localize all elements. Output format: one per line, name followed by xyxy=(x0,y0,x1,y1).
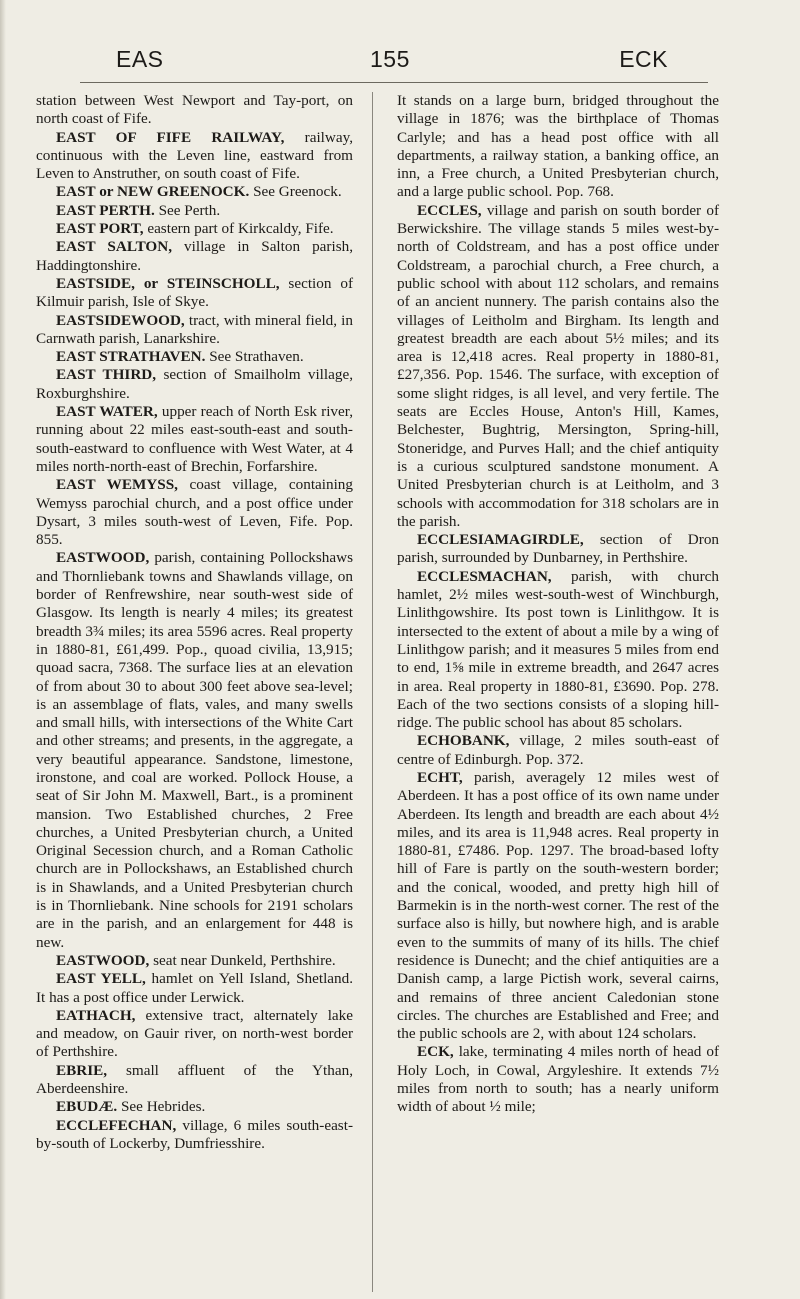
gazetteer-entry xyxy=(36,952,353,970)
gazetteer-entry xyxy=(36,129,353,184)
entry-text: section of Kilmuir parish, Isle of Skye. xyxy=(36,274,354,311)
entry-text: village and parish on south border of Berwickshire. The village stands 5 miles west-by-north of Coldstream, and has a post office under Coldstream, a parochial church, a Free church, a public school with about 112 scholars, and remains of an ancient nunnery. The parish contains also the villages of Leitholm and Birgham. Its length and greatest breadth are each about 5½ miles; and its area is 12,418 acres. Real property in 1880-81, £27,356. Pop. 1546. The surface, with exception of some slight ridges, is all level, and very fertile. The seats are Eccles House, Anton's Hill, Kames, Belchester, Bughtrig, Mersington, Spring-hill, Stoneridge, and Purves Hall; and the chief antiquity is a curious sculptured sandstone monument. A United Presbyterian church is at Leitholm, and 3 schools with accommodation for 318 scholars are in the parish. xyxy=(397,201,720,530)
header-rule xyxy=(80,82,708,83)
gazetteer-entry xyxy=(36,238,353,275)
entry-headword: EAST THIRD, xyxy=(56,366,157,384)
entry-headword: EAST YELL, xyxy=(56,970,146,988)
entry-headword: EASTWOOD, xyxy=(56,549,150,567)
gazetteer-entry xyxy=(397,531,719,568)
gazetteer-entry xyxy=(397,1043,719,1116)
left-column xyxy=(36,92,353,1153)
page-binding-edge xyxy=(0,0,6,1299)
entry-text: section of Dron parish, surrounded by Dunbarney, in Perthshire. xyxy=(397,531,720,567)
entry-headword: EASTSIDEWOOD, xyxy=(56,311,185,329)
gazetteer-entry xyxy=(36,1007,353,1062)
entry-headword: ECHT, xyxy=(417,768,463,786)
gazetteer-entry xyxy=(36,312,353,349)
entry-headword: ECCLESMACHAN, xyxy=(417,567,552,585)
entry-text: hamlet on Yell Island, Shetland. It has a post office under Lerwick. xyxy=(36,970,354,1006)
gazetteer-entry xyxy=(36,970,353,1007)
gazetteer-entry xyxy=(36,183,353,201)
entry-text: eastern part of Kirkcaldy, Fife. xyxy=(147,220,334,238)
entry-text: section of Smailholm village, Roxburghshire. xyxy=(36,366,353,402)
entry-headword: EBRIE, xyxy=(56,1061,108,1079)
entry-headword: EASTSIDE, or STEINSCHOLL, xyxy=(56,274,280,292)
entry-text: It stands on a large burn, bridged throughout the village in 1876; was the birthplace of Thomas Carlyle; and has a head post office with all departments, a railway station, a banking office, an inn, a Free church, a United Presbyterian church, and a large public school. Pop. 768. xyxy=(397,92,719,201)
gazetteer-entry xyxy=(36,202,353,220)
entry-headword: EAST PORT, xyxy=(56,220,144,238)
gazetteer-entry xyxy=(397,92,719,202)
entry-headword: ECK, xyxy=(417,1043,454,1061)
gazetteer-entry xyxy=(397,732,719,769)
entry-text: station between West Newport and Tay-port, on north coast of Fife. xyxy=(36,92,353,128)
gazetteer-entry xyxy=(36,220,353,238)
entry-headword: EAST OF FIFE RAILWAY, xyxy=(56,128,285,146)
gazetteer-entry xyxy=(36,476,353,549)
gazetteer-entry xyxy=(36,275,353,312)
entry-text: village, 6 miles south-east-by-south of Lockerby, Dumfriesshire. xyxy=(36,1116,353,1152)
entry-headword: EBUDÆ. xyxy=(56,1098,118,1116)
entry-headword: EAST SALTON, xyxy=(56,238,173,256)
header-left-guide-word: EAS xyxy=(116,46,164,72)
entry-text: small affluent of the Ythan, Aberdeenshire. xyxy=(36,1061,353,1098)
entry-headword: ECCLES, xyxy=(417,201,482,219)
entry-headword: ECCLESIAMAGIRDLE, xyxy=(417,531,584,549)
entry-headword: EAST STRATHAVEN. xyxy=(56,348,206,366)
gazetteer-entry xyxy=(36,348,353,366)
entry-text: coast village, containing Wemyss parochial church, and a post office under Dysart, 3 miles south-west of Leven, Fife. Pop. 855. xyxy=(36,476,353,549)
header-right-guide-word: ECK xyxy=(619,46,668,72)
entry-headword: ECCLEFECHAN, xyxy=(56,1116,177,1134)
gazetteer-entry xyxy=(36,403,353,476)
gazetteer-entry xyxy=(36,366,353,403)
gazetteer-entry xyxy=(397,769,719,1043)
column-divider xyxy=(372,92,373,1292)
gazetteer-entry xyxy=(36,92,353,129)
entry-text: upper reach of North Esk river, running about 22 miles east-south-east and south-south-eastward to confluence with West Water, at 4 miles north-north-east of Brechin, Forfarshire. xyxy=(36,403,353,475)
entry-text: village in Salton parish, Haddingtonshire. xyxy=(36,238,353,274)
entry-text: See Hebrides. xyxy=(120,1098,206,1116)
entry-text: extensive tract, alternately lake and meadow, on Gauir river, on north-west border of Perthshire. xyxy=(36,1006,354,1061)
entry-text: parish, with church hamlet, 2½ miles west-south-west of Winchburgh, Linlithgowshire. Its post town is Linlithgow. It is intersected to the extent of about a mile by a wing of Linlithgow parish; and it measures 5 miles from end to end, 1⅝ mile in extreme breadth, and 2647 acres in area. Real property in 1880-81, £3690. Pop. 278. Each of the two sections consists of a sloping hill-ridge. The public school has about 85 scholars. xyxy=(397,567,719,732)
entry-headword: EAST PERTH. xyxy=(56,201,155,219)
entry-headword: EAST WEMYSS, xyxy=(56,476,178,494)
entry-headword: ECHOBANK, xyxy=(417,732,510,750)
entry-text: lake, terminating 4 miles north of head of Holy Loch, in Cowal, Argyleshire. It extends 7½ miles from north to south; has a nearly uniform width of about ½ mile; xyxy=(397,1043,720,1116)
entry-headword: EAST WATER, xyxy=(56,403,158,421)
gazetteer-entry xyxy=(36,1098,353,1116)
entry-text: village, 2 miles south-east of centre of Edinburgh. Pop. 372. xyxy=(397,732,720,768)
right-column xyxy=(397,92,719,1117)
entry-text: See Strathaven. xyxy=(209,348,304,366)
entry-headword: EATHACH, xyxy=(56,1006,136,1024)
gazetteer-entry xyxy=(36,549,353,952)
entry-text: See Greenock. xyxy=(253,183,342,201)
gazetteer-entry xyxy=(397,568,719,733)
entry-text: parish, averagely 12 miles west of Aberdeen. It has a post office of its own name under Aberdeen. Its length and breadth are each about 4½ miles, and its area is 11,948 acres. Real property in 1880-81, £7486. Pop. 1297. The broad-based lofty hill of Fare is partly on the south-western border; and the conical, wooded, and pretty high hill of Barmekin is in the north-west corner. The rest of the surface also is hilly, but nowhere high, and is arable even to the summits of many of its hills. The chief residence is Dunecht; and the chief antiquities are a Danish camp, a large Pictish work, several cairns, and remains of three ancient Caledonian stone circles. The churches are Established and Free; and the public schools are 2, with about 124 scholars. xyxy=(397,768,719,1043)
gazetteer-entry xyxy=(36,1062,353,1099)
entry-text: railway, continuous with the Leven line, eastward from Leven to Anstruther, on south coast of Fife. xyxy=(36,128,354,183)
running-header xyxy=(80,46,708,80)
entry-text: parish, containing Pollockshaws and Thornliebank towns and Shawlands village, on border of Renfrewshire, near south-west side of Glasgow. Its length is nearly 4 miles; its greatest breadth 3¾ miles; its area 5596 acres. Real property in 1880-81, £61,499. Pop., quoad civilia, 13,915; quoad sacra, 7368. The surface lies at an elevation of from about 30 to about 300 feet above sea-level; is an assemblage of flats, vales, and many swells and small hills, with intersections of the White Cart and other streams; and presents, in the aggregate, a very beautiful appearance. Sandstone, limestone, ironstone, and coal are worked. Pollock House, a seat of Sir John M. Maxwell, Bart., is a prominent mansion. Two Established churches, 2 Free churches, a United Presbyterian church, a United Original Secession church, and a Roman Catholic church are in Pollockshaws, an Established church is in Shawlands, and a United Presbyterian church is in Thornliebank. Nine schools for 2191 scholars are in the parish, and an enlargement for 448 is new. xyxy=(36,549,353,951)
gazetteer-entry xyxy=(36,1117,353,1154)
entry-headword: EASTWOOD, xyxy=(56,951,150,969)
page-number: 155 xyxy=(370,46,410,72)
entry-headword: EAST or NEW GREENOCK. xyxy=(56,183,250,201)
entry-text: tract, with mineral field, in Carnwath parish, Lanarkshire. xyxy=(36,311,354,347)
entry-text: seat near Dunkeld, Perthshire. xyxy=(153,951,336,969)
gazetteer-entry xyxy=(397,202,719,531)
entry-text: See Perth. xyxy=(158,201,221,219)
